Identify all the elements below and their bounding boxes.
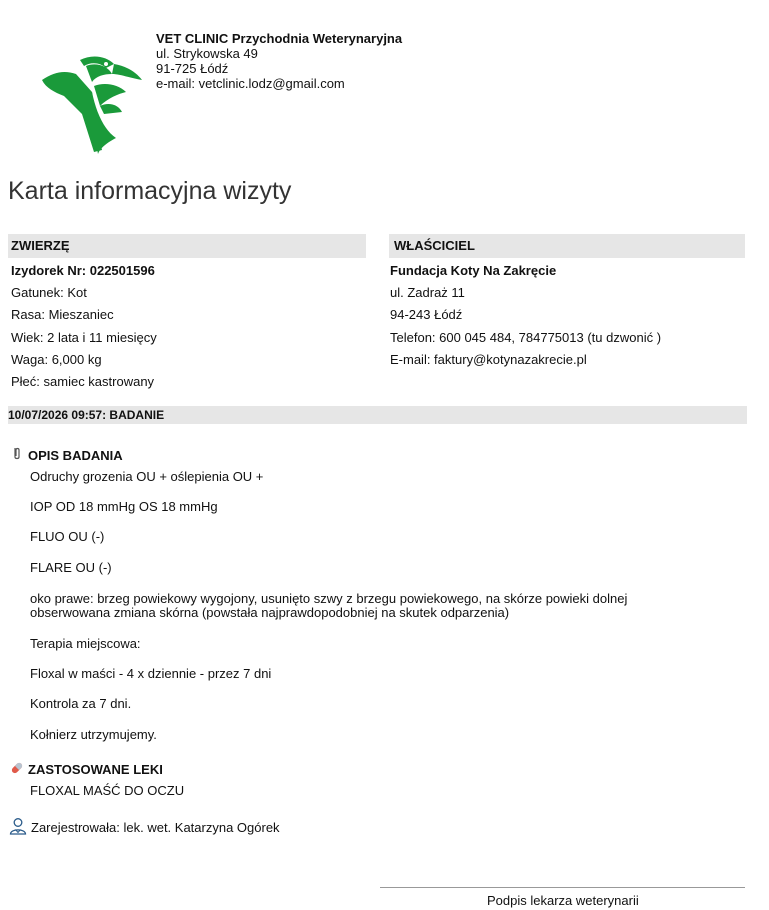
page-title: Karta informacyjna wizyty — [8, 177, 292, 205]
owner-street: ul. Zadraż 11 — [390, 285, 465, 301]
owner-city: 94-243 Łódź — [390, 307, 463, 323]
exam-section-header — [10, 446, 123, 465]
animal-section-header: ZWIERZĘ — [8, 234, 366, 258]
drug-item: FLOXAL MAŚĆ DO OCZU — [30, 783, 185, 798]
exam-line: Terapia miejscowa: — [30, 636, 141, 651]
owner-name: Fundacja Koty Na Zakręcie — [390, 263, 557, 278]
exam-line: oko prawe: brzeg powiekowy wygojony, usunięto szwy z brzegu powiekowego, na skórze powieki dolnej — [30, 591, 628, 606]
owner-email: E-mail: faktury@kotynazakrecie.pl — [390, 351, 587, 367]
animal-sex: Płeć: samiec kastrowany — [11, 373, 155, 389]
exam-line: FLARE OU (-) — [30, 560, 112, 575]
exam-line: IOP OD 18 mmHg OS 18 mmHg — [30, 499, 218, 514]
clinic-name: VET CLINIC Przychodnia Weterynaryjna — [156, 31, 403, 46]
registered-by — [9, 817, 280, 838]
doctor-icon — [9, 817, 27, 838]
clinic-email: e-mail: vetclinic.lodz@gmail.com — [156, 76, 345, 91]
exam-line: Kołnierz utrzymujemy. — [30, 727, 157, 742]
paperclip-icon — [10, 446, 24, 465]
signature-label: Podpis lekarza weterynarii — [487, 893, 639, 908]
exam-line: Floxal w maści - 4 x dziennie - przez 7 dni — [30, 666, 272, 681]
registered-label: Zarejestrowała: lek. wet. Katarzyna Ogórek — [31, 820, 280, 835]
animal-age: Wiek: 2 lata i 11 miesięcy — [11, 329, 157, 345]
drugs-section-header — [10, 761, 163, 778]
owner-phone: Telefon: 600 045 484, 784775013 (tu dzwonić ) — [390, 329, 662, 345]
exam-line: FLUO OU (-) — [30, 529, 105, 544]
clinic-info — [156, 31, 402, 91]
animal-species: Gatunek: Kot — [11, 285, 87, 301]
visit-header: 10/07/2026 09:57: BADANIE — [8, 406, 747, 424]
animal-name: Izydorek Nr: 022501596 — [11, 263, 155, 278]
signature-line — [380, 887, 745, 888]
animal-breed: Rasa: Mieszaniec — [11, 307, 114, 323]
clinic-city: 91-725 Łódź — [156, 61, 229, 76]
vet-clinic-logo — [34, 52, 146, 156]
clinic-street: ul. Strykowska 49 — [156, 46, 258, 61]
animal-weight: Waga: 6,000 kg — [11, 351, 102, 367]
exam-line: Kontrola za 7 dni. — [30, 696, 132, 711]
pill-icon — [10, 761, 24, 778]
exam-line: Odruchy grozenia OU + oślepienia OU + — [30, 469, 264, 484]
animal-details — [11, 260, 157, 393]
exam-header-label: OPIS BADANIA — [28, 448, 123, 463]
drugs-header-label: ZASTOSOWANE LEKI — [28, 762, 163, 777]
owner-section-header: WŁAŚCICIEL — [389, 234, 745, 258]
exam-line: obserwowana zmiana skórna (powstała najprawdopodobniej na skutek odparzenia) — [30, 605, 510, 620]
owner-details — [390, 260, 661, 371]
